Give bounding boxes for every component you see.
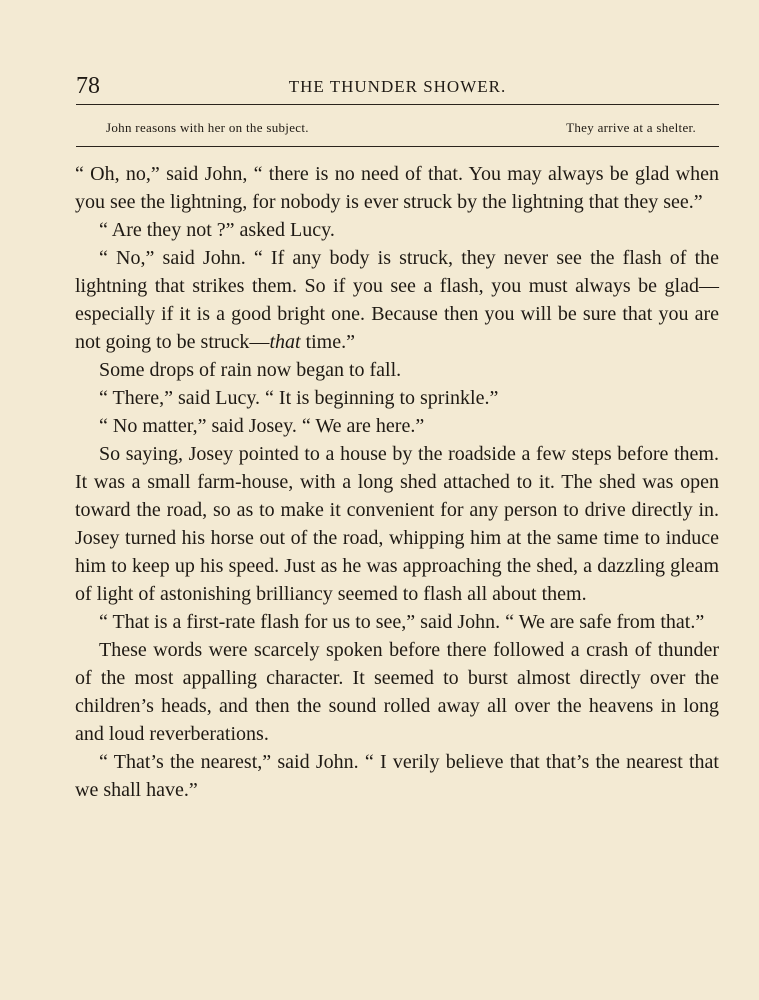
paragraph-3 — [75, 244, 719, 356]
paragraph-6: “ No matter,” said Josey. “ We are here.” — [99, 415, 425, 437]
paragraph-10: “ That’s the nearest,” said John. “ I verily believe that that’s the nearest that we shall have.” — [75, 751, 719, 801]
subheads — [106, 120, 696, 140]
paragraph-8: “ That is a first-rate flash for us to see,” said John. “ We are safe from that.” — [99, 611, 705, 633]
running-title: THE THUNDER SHOWER. — [288, 77, 507, 96]
paragraph-1: “ Oh, no,” said John, “ there is no need of that. You may always be glad when you see the lightning, for nobody is ever struck by the lightning that they see.” — [75, 163, 719, 213]
paragraph-5: “ There,” said Lucy. “ It is beginning to sprinkle.” — [99, 387, 499, 409]
subhead-right: They arrive at a shelter. — [566, 120, 696, 135]
paragraph-2: “ Are they not ?” asked Lucy. — [99, 219, 335, 241]
page-number: 78 — [76, 73, 100, 99]
subhead-left: John reasons with her on the subject. — [106, 120, 309, 135]
paragraph-7: So saying, Josey pointed to a house by the roadside a few steps before them. It was a small farm-house, with a long shed attached to it. The shed was open toward the road, so as to make it convenient for any person to drive directly in. Josey turned his horse out of the road, whipping him at the same time to induce him to keep up his speed. Just as he was approaching the shed, a dazzling gleam of light of astonishing brilliancy seemed to flash all about them. — [75, 443, 719, 605]
paragraph-3-after: time.” — [300, 331, 355, 353]
paragraph-3-before: “ No,” said John. “ If any body is struck, they never see the flash of the lightning that strikes them. So if you see a flash, you must always be glad—especially if it is a good bright one. Because then you will be sure that you are not going to be struck— — [75, 247, 719, 353]
paragraph-3-emphasis: that — [269, 331, 301, 353]
paragraph-4: Some drops of rain now began to fall. — [99, 359, 402, 381]
paragraph-9: These words were scarcely spoken before there followed a crash of thunder of the most appalling character. It seemed to burst almost directly over the children’s heads, and then the sound rolled away all over the heavens in long and loud reverberations. — [75, 639, 719, 745]
subhead-rule — [76, 146, 719, 147]
header-rule — [76, 104, 719, 105]
page-header — [76, 72, 719, 104]
body-text — [75, 160, 719, 804]
